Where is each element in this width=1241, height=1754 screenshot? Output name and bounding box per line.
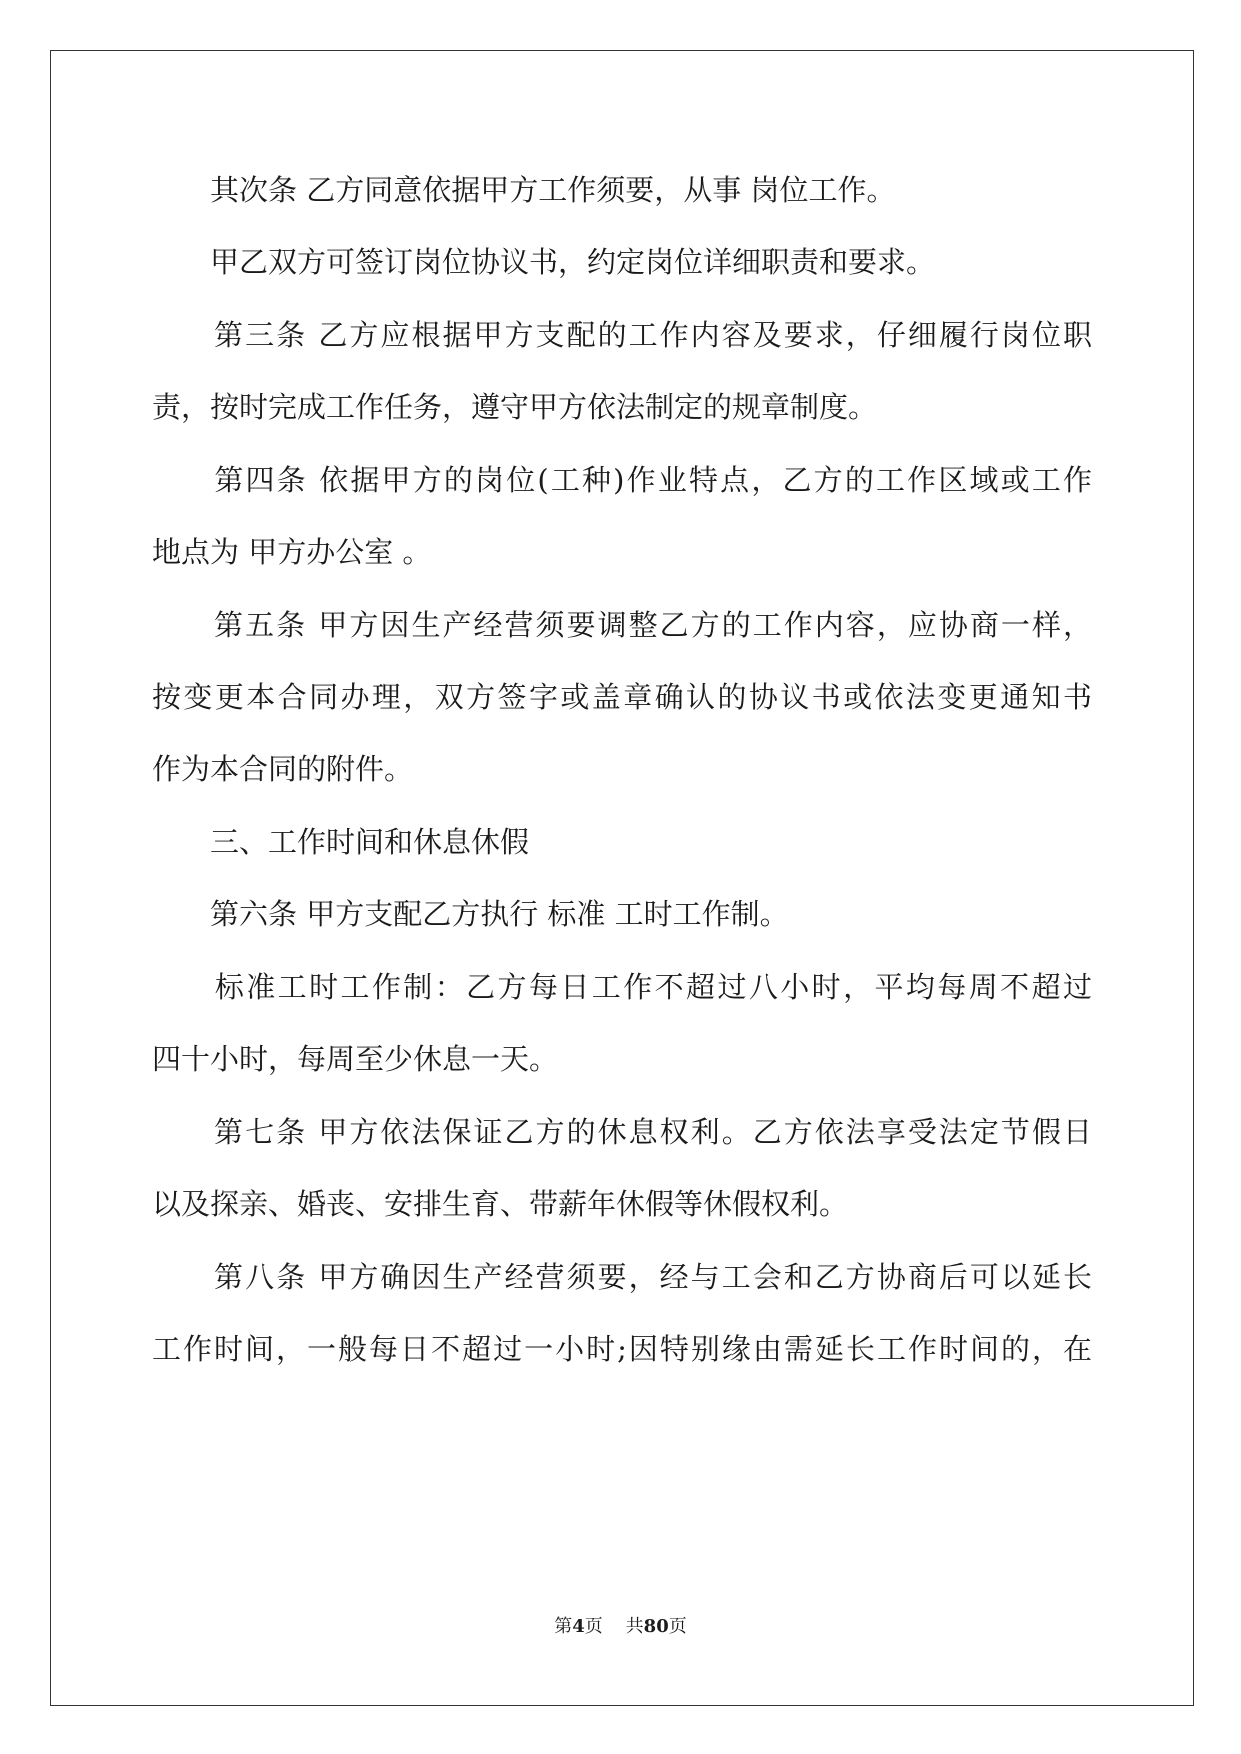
text-line: 作为本合同的附件。 [152, 752, 414, 786]
text-line: 第五条 甲方因生产经营须要调整乙方的工作内容，应协商一样， [152, 608, 1092, 642]
text-line: 甲乙双方可签订岗位协议书，约定岗位详细职责和要求。 [152, 245, 936, 279]
total-suffix: 页 [668, 1616, 687, 1637]
page-prefix: 第 [554, 1616, 573, 1637]
page-suffix: 页 [584, 1616, 603, 1637]
text-line: 第四条 依据甲方的岗位(工种)作业特点，乙方的工作区域或工作 [152, 463, 1092, 497]
text-line: 第六条 甲方支配乙方执行 标准 工时工作制。 [152, 897, 789, 931]
text-line: 第七条 甲方依法保证乙方的休息权利。乙方依法享受法定节假日 [152, 1115, 1092, 1149]
text-line: 工作时间，一般每日不超过一小时;因特别缘由需延长工作时间的，在 [152, 1332, 1092, 1366]
total-prefix: 共 [625, 1616, 644, 1637]
text-line: 按变更本合同办理，双方签字或盖章确认的协议书或依法变更通知书 [152, 680, 1092, 714]
text-line: 责，按时完成工作任务，遵守甲方依法制定的规章制度。 [152, 390, 878, 424]
total-pages: 80 [643, 1616, 669, 1637]
text-line: 第三条 乙方应根据甲方支配的工作内容及要求，仔细履行岗位职 [152, 318, 1092, 352]
text-line: 其次条 乙方同意依据甲方工作须要，从事 岗位工作。 [152, 173, 896, 207]
page-number: 4 [572, 1616, 585, 1637]
text-line: 标准工时工作制：乙方每日工作不超过八小时，平均每周不超过 [152, 970, 1092, 1004]
section-heading: 三、工作时间和休息休假 [152, 825, 530, 859]
text-line: 以及探亲、婚丧、安排生育、带薪年休假等休假权利。 [152, 1187, 849, 1221]
text-line: 四十小时，每周至少休息一天。 [152, 1042, 559, 1076]
text-line: 第八条 甲方确因生产经营须要，经与工会和乙方协商后可以延长 [152, 1260, 1092, 1294]
text-line: 地点为 甲方办公室 。 [152, 535, 432, 569]
page-footer [0, 1612, 1241, 1638]
page-border [50, 50, 1194, 1706]
